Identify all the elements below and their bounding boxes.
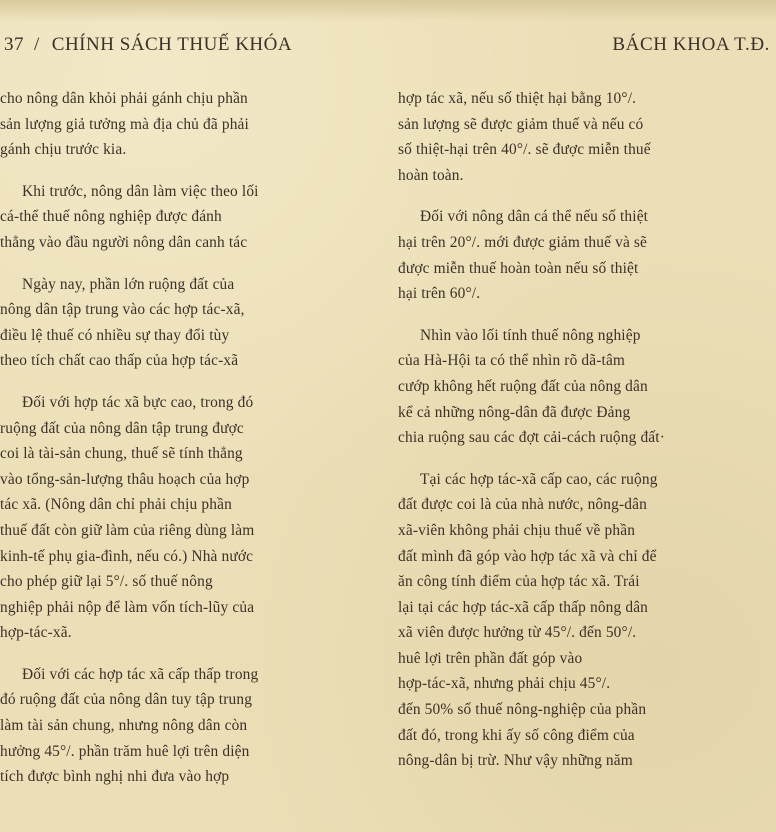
- text-line: tác xã. (Nông dân chỉ phải chịu phần: [0, 496, 232, 514]
- text-line: của Hà-Hội ta có thể nhìn rõ dã-tâm: [398, 352, 626, 370]
- text-line: đất được coi là của nhà nước, nông-dân: [398, 496, 647, 514]
- page-number: 37: [4, 34, 24, 55]
- text-line: xã viên được hưởng từ 45°/. đến 50°/.: [398, 624, 637, 642]
- paragraph-gap: [0, 646, 372, 662]
- text-line: đất đó, trong khi ấy số công điểm của: [398, 726, 635, 744]
- text-line: thẳng vào đầu người nông dân canh tác: [0, 233, 248, 251]
- paragraph-gap: [0, 163, 372, 179]
- text-line: hại trên 20°/. mới được giảm thuế và sẽ: [398, 233, 648, 251]
- text-line: theo tích chất cao thấp của hợp tác-xã: [0, 352, 239, 370]
- text-line: đất mình đã góp vào hợp tác xã và chỉ để: [398, 547, 657, 565]
- text-line: cướp không hết ruộng đất của nông dân: [398, 377, 648, 395]
- publication-name: BÁCH KHOA T.Đ.: [612, 34, 770, 55]
- text-line: được miễn thuế hoàn toàn nếu số thiệt: [398, 259, 639, 277]
- text-line: đến 50% số thuế nông-nghiệp của phần: [398, 701, 647, 719]
- paragraph: [398, 204, 770, 306]
- header-separator: /: [34, 34, 40, 55]
- paragraph: [0, 272, 372, 374]
- text-line: số thiệt-hại trên 40°/. sẽ được miễn thuế: [398, 141, 651, 159]
- text-line: nghiệp phải nộp để làm vốn tích-lũy của: [0, 598, 255, 616]
- text-line: sản lượng giả tưởng mà địa chủ đã phải: [0, 115, 249, 133]
- text-line: thuế đất còn giữ làm của riêng dùng làm: [0, 521, 255, 539]
- left-text-column: [0, 86, 372, 790]
- paragraph-gap: [398, 451, 770, 467]
- text-line: Khi trước, nông dân làm việc theo lối: [22, 182, 259, 200]
- text-line: cho phép giữ lại 5°/. số thuế nông: [0, 573, 213, 591]
- running-header: [0, 34, 776, 60]
- text-line: tích được bình nghị nhi đưa vào hợp: [0, 768, 230, 786]
- paragraph: [398, 323, 770, 451]
- text-line: ăn công tính điểm của hợp tác xã. Trái: [398, 573, 640, 591]
- text-line: hoàn toàn.: [398, 166, 464, 184]
- text-line: hợp tác xã, nếu số thiệt hại bằng 10°/.: [398, 90, 637, 107]
- text-line: cá-thể thuế nông nghiệp được đánh: [0, 208, 222, 226]
- text-line: đó ruộng đất của nông dân tuy tập trung: [0, 691, 253, 709]
- paragraph-gap: [0, 374, 372, 390]
- text-line: Ngày nay, phần lớn ruộng đất của: [22, 275, 235, 293]
- text-line: Nhìn vào lối tính thuế nông nghiệp: [420, 326, 641, 344]
- header-left: [4, 34, 292, 56]
- text-line: Tại các hợp tác-xã cấp cao, các ruộng: [420, 470, 658, 488]
- paragraph: [398, 467, 770, 774]
- text-line: ruộng đất của nông dân tập trung được: [0, 419, 244, 437]
- text-line: điều lệ thuế có nhiều sự thay đổi tùy: [0, 326, 230, 344]
- text-line: sản lượng sẽ được giảm thuế và nếu có: [398, 115, 644, 133]
- text-line: coi là tài-sản chung, thuế sẽ tính thẳng: [0, 445, 243, 463]
- text-line: Đối với các hợp tác xã cấp thấp trong: [22, 665, 259, 683]
- text-line: hợp-tác-xã, nhưng phải chịu 45°/.: [398, 675, 611, 693]
- text-line: huê lợi trên phần đất góp vào: [398, 649, 583, 667]
- page-top-shadow: [0, 0, 776, 22]
- text-line: gánh chịu trước kia.: [0, 141, 127, 159]
- paragraph-gap: [398, 188, 770, 204]
- text-line: nông dân tập trung vào các hợp tác-xã,: [0, 301, 245, 319]
- paragraph: [398, 86, 770, 188]
- text-line: hợp-tác-xã.: [0, 624, 72, 642]
- article-title: CHÍNH SÁCH THUẾ KHÓA: [51, 34, 293, 55]
- paragraph: [0, 86, 372, 163]
- text-line: vào tổng-sản-lượng thâu hoạch của hợp: [0, 470, 250, 488]
- text-line: cho nông dân khỏi phải gánh chịu phần: [0, 90, 248, 107]
- text-line: lại tại các hợp tác-xã cấp thấp nông dân: [398, 598, 649, 616]
- text-line: kinh-tế phụ gia-đình, nếu có.) Nhà nước: [0, 547, 254, 565]
- paragraph-gap: [0, 256, 372, 272]
- text-line: kể cả những nông-dân đã được Đảng: [398, 403, 631, 421]
- right-text-column: [398, 86, 770, 774]
- text-line: xã-viên không phải chịu thuế về phần: [398, 521, 636, 539]
- paragraph: [0, 179, 372, 256]
- text-line: chia ruộng sau các đợt cải-cách ruộng đất·: [398, 429, 665, 447]
- text-line: nông-dân bị trừ. Như vậy những năm: [398, 752, 633, 770]
- paragraph: [0, 390, 372, 646]
- text-line: hưởng 45°/. phần trăm huê lợi trên diện: [0, 742, 250, 760]
- text-line: hại trên 60°/.: [398, 285, 481, 303]
- text-line: Đối với hợp tác xã bực cao, trong đó: [22, 393, 254, 411]
- paragraph: [0, 662, 372, 790]
- paragraph-gap: [398, 307, 770, 323]
- text-line: làm tài sản chung, nhưng nông dân còn: [0, 717, 248, 735]
- text-line: Đối với nông dân cá thể nếu số thiệt: [420, 208, 649, 226]
